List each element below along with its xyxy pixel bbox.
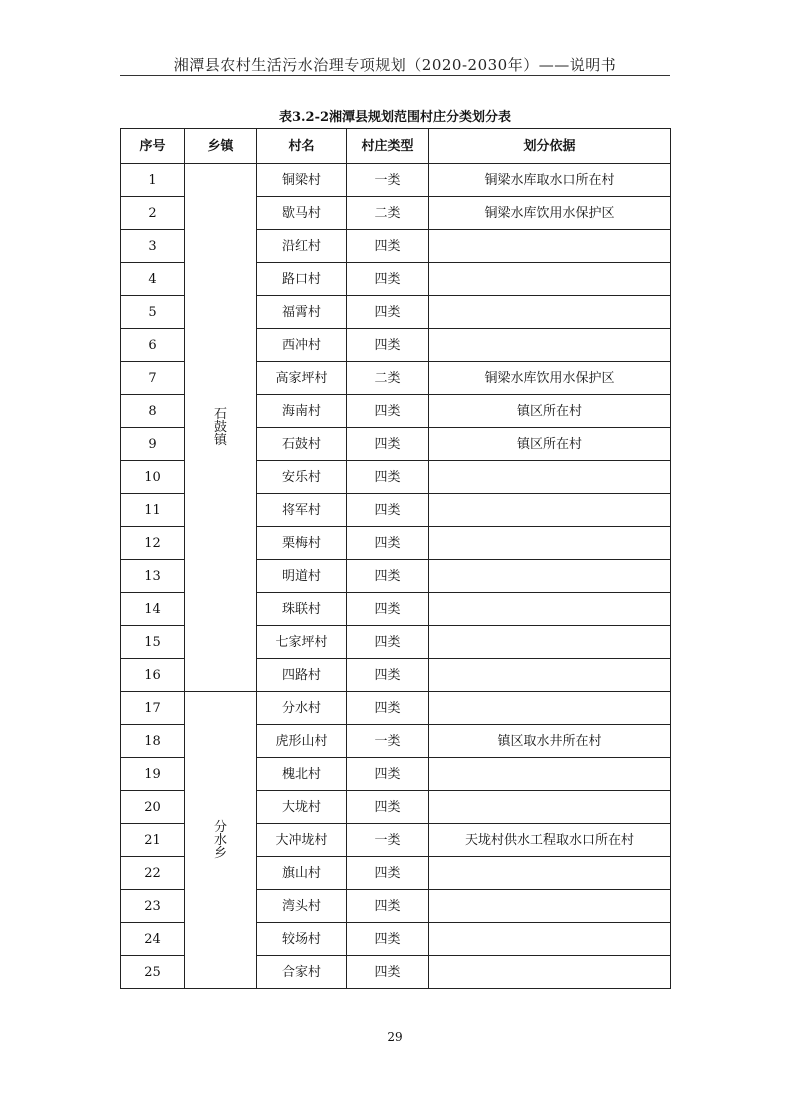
village-type-cell: 二类: [347, 197, 429, 230]
column-header-basis: 划分依据: [429, 129, 671, 164]
classification-basis-cell: [429, 956, 671, 989]
village-type-cell: 四类: [347, 890, 429, 923]
village-name-cell: 福霄村: [257, 296, 347, 329]
classification-basis-cell: 铜梁水库饮用水保护区: [429, 362, 671, 395]
village-type-cell: 四类: [347, 527, 429, 560]
column-header-village: 村名: [257, 129, 347, 164]
classification-basis-cell: 铜梁水库饮用水保护区: [429, 197, 671, 230]
village-name-cell: 高家坪村: [257, 362, 347, 395]
village-type-cell: 四类: [347, 560, 429, 593]
village-type-cell: 一类: [347, 725, 429, 758]
page-number: 29: [387, 1030, 403, 1044]
town-name-char: 石: [213, 407, 227, 422]
classification-basis-cell: [429, 296, 671, 329]
row-number-cell: 4: [121, 263, 185, 296]
town-name-char: 乡: [213, 845, 227, 861]
classification-basis-cell: [429, 758, 671, 791]
row-number-cell: 8: [121, 395, 185, 428]
row-number-cell: 13: [121, 560, 185, 593]
village-name-cell: 合家村: [257, 956, 347, 989]
village-name-cell: 较场村: [257, 923, 347, 956]
classification-basis-cell: [429, 890, 671, 923]
village-name-cell: 沿红村: [257, 230, 347, 263]
classification-basis-cell: [429, 560, 671, 593]
town-cell: [185, 164, 257, 692]
village-name-cell: 海南村: [257, 395, 347, 428]
village-name-cell: 湾头村: [257, 890, 347, 923]
village-type-cell: 四类: [347, 659, 429, 692]
classification-basis-cell: 镇区所在村: [429, 395, 671, 428]
classification-basis-cell: [429, 527, 671, 560]
row-number-cell: 7: [121, 362, 185, 395]
village-type-cell: 四类: [347, 791, 429, 824]
classification-basis-cell: [429, 461, 671, 494]
village-type-cell: 四类: [347, 494, 429, 527]
village-name-cell: 安乐村: [257, 461, 347, 494]
village-name-cell: 槐北村: [257, 758, 347, 791]
classification-basis-cell: [429, 263, 671, 296]
table-row: [121, 692, 671, 725]
village-name-cell: 大垅村: [257, 791, 347, 824]
town-name-char: 水: [213, 832, 227, 848]
classification-basis-cell: [429, 857, 671, 890]
column-header-number: 序号: [121, 129, 185, 164]
village-type-cell: 四类: [347, 758, 429, 791]
classification-basis-cell: 镇区所在村: [429, 428, 671, 461]
row-number-cell: 18: [121, 725, 185, 758]
village-type-cell: 四类: [347, 461, 429, 494]
classification-basis-cell: [429, 494, 671, 527]
column-header-town: 乡镇: [185, 129, 257, 164]
village-name-cell: 铜梁村: [257, 164, 347, 197]
village-type-cell: 四类: [347, 593, 429, 626]
village-type-cell: 四类: [347, 296, 429, 329]
village-name-cell: 虎形山村: [257, 725, 347, 758]
village-type-cell: 四类: [347, 923, 429, 956]
village-type-cell: 一类: [347, 824, 429, 857]
table-row: [121, 164, 671, 197]
classification-basis-cell: [429, 923, 671, 956]
classification-basis-cell: [429, 593, 671, 626]
village-type-cell: 四类: [347, 329, 429, 362]
row-number-cell: 24: [121, 923, 185, 956]
row-number-cell: 9: [121, 428, 185, 461]
row-number-cell: 3: [121, 230, 185, 263]
town-name-char: 镇: [213, 433, 227, 448]
classification-basis-cell: 铜梁水库取水口所在村: [429, 164, 671, 197]
header-rule: [120, 75, 670, 76]
row-number-cell: 14: [121, 593, 185, 626]
row-number-cell: 1: [121, 164, 185, 197]
row-number-cell: 11: [121, 494, 185, 527]
town-name-char: 鼓: [213, 420, 227, 435]
village-name-cell: 大冲垅村: [257, 824, 347, 857]
row-number-cell: 2: [121, 197, 185, 230]
village-name-cell: 路口村: [257, 263, 347, 296]
village-type-cell: 四类: [347, 956, 429, 989]
row-number-cell: 15: [121, 626, 185, 659]
classification-basis-cell: 天垅村供水工程取水口所在村: [429, 824, 671, 857]
table-body: [121, 164, 671, 989]
village-name-cell: 石鼓村: [257, 428, 347, 461]
village-name-cell: 旗山村: [257, 857, 347, 890]
town-name-char: 分: [213, 819, 227, 835]
row-number-cell: 12: [121, 527, 185, 560]
village-type-cell: 四类: [347, 626, 429, 659]
village-name-cell: 将军村: [257, 494, 347, 527]
village-type-cell: 四类: [347, 230, 429, 263]
row-number-cell: 16: [121, 659, 185, 692]
village-name-cell: 歇马村: [257, 197, 347, 230]
row-number-cell: 19: [121, 758, 185, 791]
running-header: 湘潭县农村生活污水治理专项规划（2020-2030年）——说明书: [173, 56, 617, 74]
village-classification-table: [120, 128, 671, 989]
row-number-cell: 20: [121, 791, 185, 824]
village-name-cell: 珠联村: [257, 593, 347, 626]
row-number-cell: 25: [121, 956, 185, 989]
village-type-cell: 四类: [347, 428, 429, 461]
village-name-cell: 四路村: [257, 659, 347, 692]
table-header-row: [121, 129, 671, 164]
row-number-cell: 17: [121, 692, 185, 725]
village-type-cell: 四类: [347, 395, 429, 428]
row-number-cell: 22: [121, 857, 185, 890]
village-name-cell: 西冲村: [257, 329, 347, 362]
row-number-cell: 5: [121, 296, 185, 329]
classification-basis-cell: [429, 329, 671, 362]
classification-basis-cell: [429, 791, 671, 824]
village-name-cell: 栗梅村: [257, 527, 347, 560]
village-name-cell: 分水村: [257, 692, 347, 725]
village-name-cell: 七家坪村: [257, 626, 347, 659]
classification-basis-cell: [429, 659, 671, 692]
classification-basis-cell: [429, 230, 671, 263]
village-type-cell: 四类: [347, 857, 429, 890]
village-type-cell: 四类: [347, 263, 429, 296]
village-type-cell: 二类: [347, 362, 429, 395]
classification-basis-cell: [429, 692, 671, 725]
classification-basis-cell: 镇区取水井所在村: [429, 725, 671, 758]
village-type-cell: 一类: [347, 164, 429, 197]
column-header-type: 村庄类型: [347, 129, 429, 164]
village-type-cell: 四类: [347, 692, 429, 725]
classification-basis-cell: [429, 626, 671, 659]
row-number-cell: 10: [121, 461, 185, 494]
village-name-cell: 明道村: [257, 560, 347, 593]
table-title: 表3.2-2湘潭县规划范围村庄分类划分表: [278, 110, 512, 125]
row-number-cell: 6: [121, 329, 185, 362]
row-number-cell: 23: [121, 890, 185, 923]
town-cell: [185, 692, 257, 989]
row-number-cell: 21: [121, 824, 185, 857]
